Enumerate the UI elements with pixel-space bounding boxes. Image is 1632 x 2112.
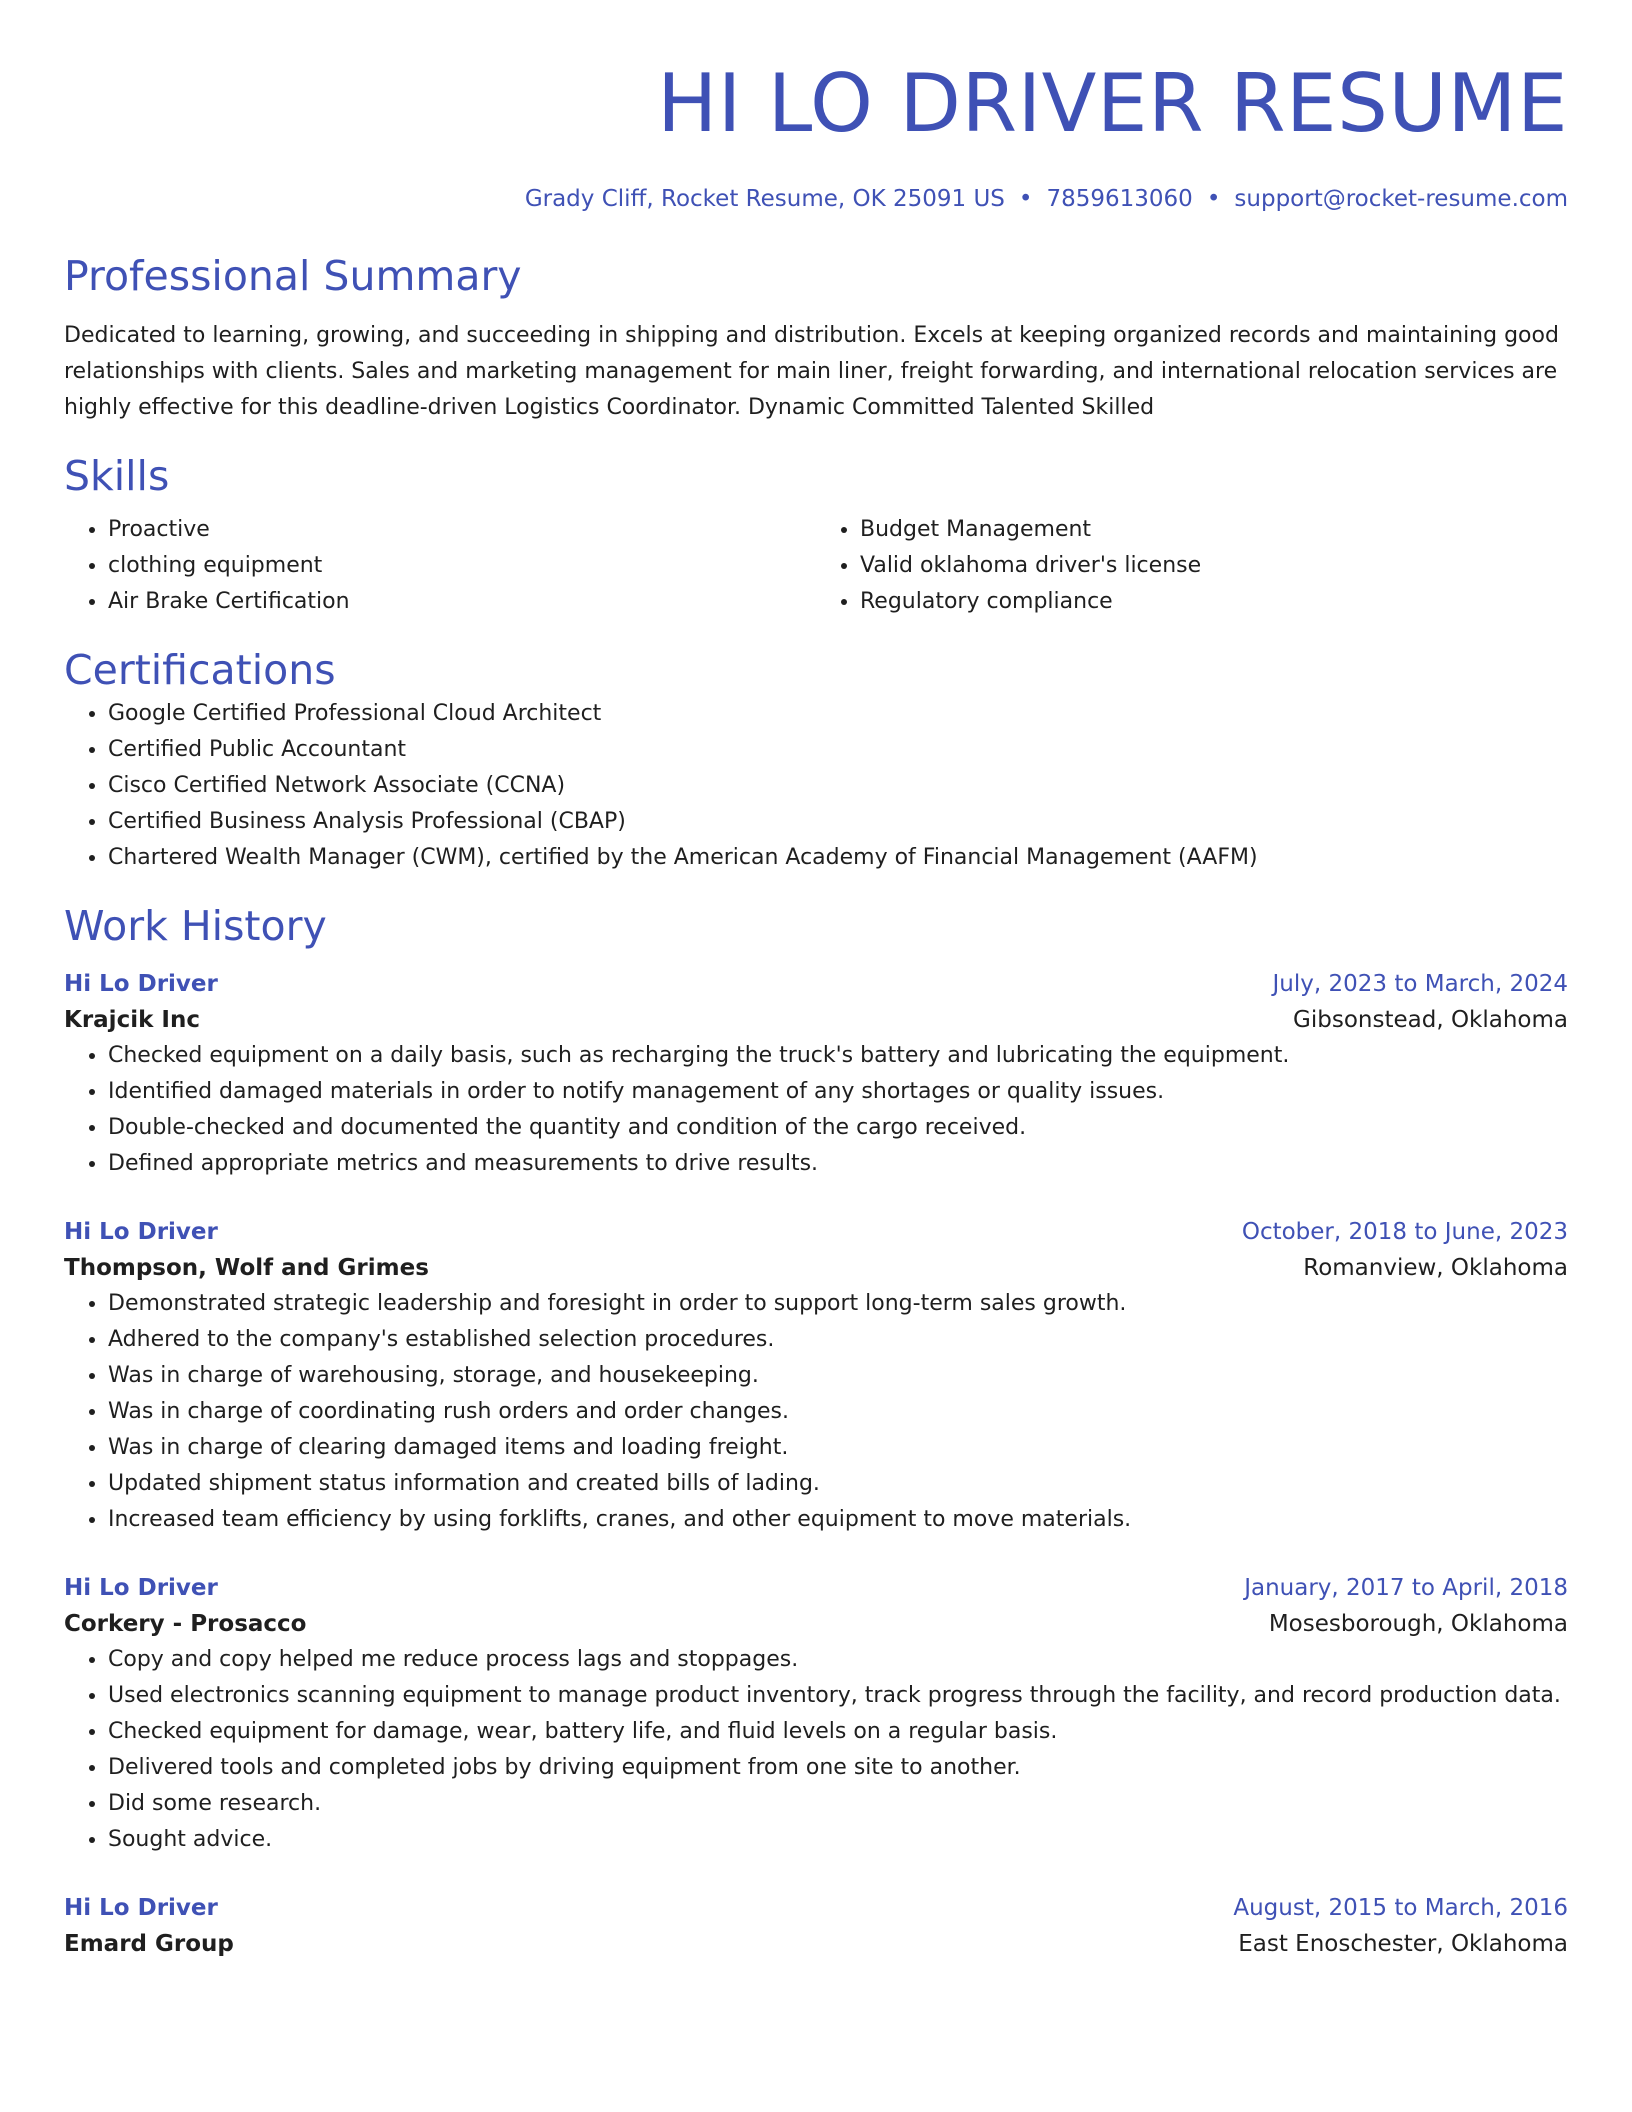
job-company-row — [64, 1250, 1568, 1286]
skill-item: • Regulatory compliance — [860, 584, 1568, 620]
job-duty-item: • Was in charge of coordinating rush orders and order changes. — [108, 1394, 1568, 1430]
skill-item: • Air Brake Certification — [108, 584, 816, 620]
job-company-row — [64, 1606, 1568, 1642]
contact-address: Grady Cliff, Rocket Resume, OK 25091 US — [524, 186, 1005, 212]
job-company: Corkery - Prosacco — [64, 1611, 307, 1637]
job-header-row — [64, 1890, 1568, 1926]
job-duty-item: • Identified damaged materials in order to notify management of any shortages or quality issues. — [108, 1074, 1568, 1110]
job-duty-item: • Sought advice. — [108, 1822, 1568, 1858]
job-company: Emard Group — [64, 1931, 234, 1957]
job-duty-item: • Defined appropriate metrics and measurements to drive results. — [108, 1146, 1568, 1182]
job-duty-item: • Used electronics scanning equipment to manage product inventory, track progress through the facility, and record production data. — [108, 1678, 1568, 1714]
job-dates: January, 2017 to April, 2018 — [1244, 1575, 1568, 1601]
contact-separator: • — [1206, 186, 1221, 212]
job-duty-item: • Copy and copy helped me reduce process lags and stoppages. — [108, 1642, 1568, 1678]
job-duty-item: • Was in charge of clearing damaged items and loading freight. — [108, 1430, 1568, 1466]
job-duty-item: • Adhered to the company's established selection procedures. — [108, 1322, 1568, 1358]
job-location: Gibsonstead, Oklahoma — [1293, 1007, 1568, 1033]
job-duties-list — [64, 1038, 1568, 1182]
resume-title: HI LO DRIVER RESUME — [657, 57, 1568, 150]
skills-column-right — [816, 512, 1568, 620]
job-title: Hi Lo Driver — [64, 1895, 218, 1921]
skill-item: • clothing equipment — [108, 548, 816, 584]
certification-item: • Cisco Certified Network Associate (CCNA) — [108, 768, 1568, 804]
job-duties-list — [64, 1642, 1568, 1858]
job-duty-item: • Double-checked and documented the quantity and condition of the cargo received. — [108, 1110, 1568, 1146]
job-entry — [64, 966, 1568, 1182]
job-location: East Enoschester, Oklahoma — [1238, 1931, 1568, 1957]
contact-line — [64, 184, 1568, 214]
job-company-row — [64, 1002, 1568, 1038]
contact-phone: 7859613060 — [1046, 186, 1193, 212]
job-title: Hi Lo Driver — [64, 1219, 218, 1245]
skills-column-left — [64, 512, 816, 620]
contact-email: support@rocket-resume.com — [1234, 186, 1568, 212]
skill-item: • Valid oklahoma driver's license — [860, 548, 1568, 584]
job-duty-item: • Was in charge of warehousing, storage, and housekeeping. — [108, 1358, 1568, 1394]
certification-item: • Google Certified Professional Cloud Architect — [108, 696, 1568, 732]
job-company-row — [64, 1926, 1568, 1962]
skill-item: • Proactive — [108, 512, 816, 548]
job-company: Thompson, Wolf and Grimes — [64, 1255, 429, 1281]
job-company: Krajcik Inc — [64, 1007, 200, 1033]
resume-header — [64, 56, 1568, 214]
skills-list — [64, 512, 1568, 620]
job-entry — [64, 1570, 1568, 1858]
job-dates: October, 2018 to June, 2023 — [1241, 1219, 1568, 1245]
job-dates: July, 2023 to March, 2024 — [1272, 971, 1568, 997]
job-duty-item: • Did some research. — [108, 1786, 1568, 1822]
job-location: Mosesborough, Oklahoma — [1268, 1611, 1568, 1637]
job-header-row — [64, 1214, 1568, 1250]
job-duty-item: • Delivered tools and completed jobs by driving equipment from one site to another. — [108, 1750, 1568, 1786]
skills-heading: Skills — [64, 452, 170, 500]
certifications-list — [64, 696, 1568, 876]
job-dates: August, 2015 to March, 2016 — [1233, 1895, 1568, 1921]
job-location: Romanview, Oklahoma — [1303, 1255, 1568, 1281]
certification-item: • Certified Business Analysis Professional (CBAP) — [108, 804, 1568, 840]
job-header-row — [64, 966, 1568, 1002]
job-entry — [64, 1214, 1568, 1538]
job-duty-item: • Updated shipment status information and created bills of lading. — [108, 1466, 1568, 1502]
certifications-heading: Certifications — [64, 646, 336, 694]
certification-item: • Chartered Wealth Manager (CWM), certified by the American Academy of Financial Management (AAFM) — [108, 840, 1568, 876]
skill-item: • Budget Management — [860, 512, 1568, 548]
job-title: Hi Lo Driver — [64, 971, 218, 997]
certification-item: • Certified Public Accountant — [108, 732, 1568, 768]
job-header-row — [64, 1570, 1568, 1606]
job-duty-item: • Checked equipment for damage, wear, battery life, and fluid levels on a regular basis. — [108, 1714, 1568, 1750]
job-duties-list — [64, 1286, 1568, 1538]
job-duty-item: • Checked equipment on a daily basis, such as recharging the truck's battery and lubricating the equipment. — [108, 1038, 1568, 1074]
job-duty-item: • Demonstrated strategic leadership and foresight in order to support long-term sales growth. — [108, 1286, 1568, 1322]
summary-text: Dedicated to learning, growing, and succeeding in shipping and distribution. Excels at keeping organized records and maintaining good relationships with clients. Sales and marketing management for main liner, freight forwarding, and international relocation services are highly effective for this deadline-driven Logistics Coordinator. Dynamic Committed Talented Skilled — [64, 323, 1559, 420]
job-title: Hi Lo Driver — [64, 1575, 218, 1601]
job-entry — [64, 1890, 1568, 1962]
contact-separator: • — [1018, 186, 1033, 212]
summary-heading: Professional Summary — [64, 252, 522, 300]
job-duty-item: • Increased team efficiency by using forklifts, cranes, and other equipment to move materials. — [108, 1502, 1568, 1538]
work-history-heading: Work History — [64, 902, 327, 950]
